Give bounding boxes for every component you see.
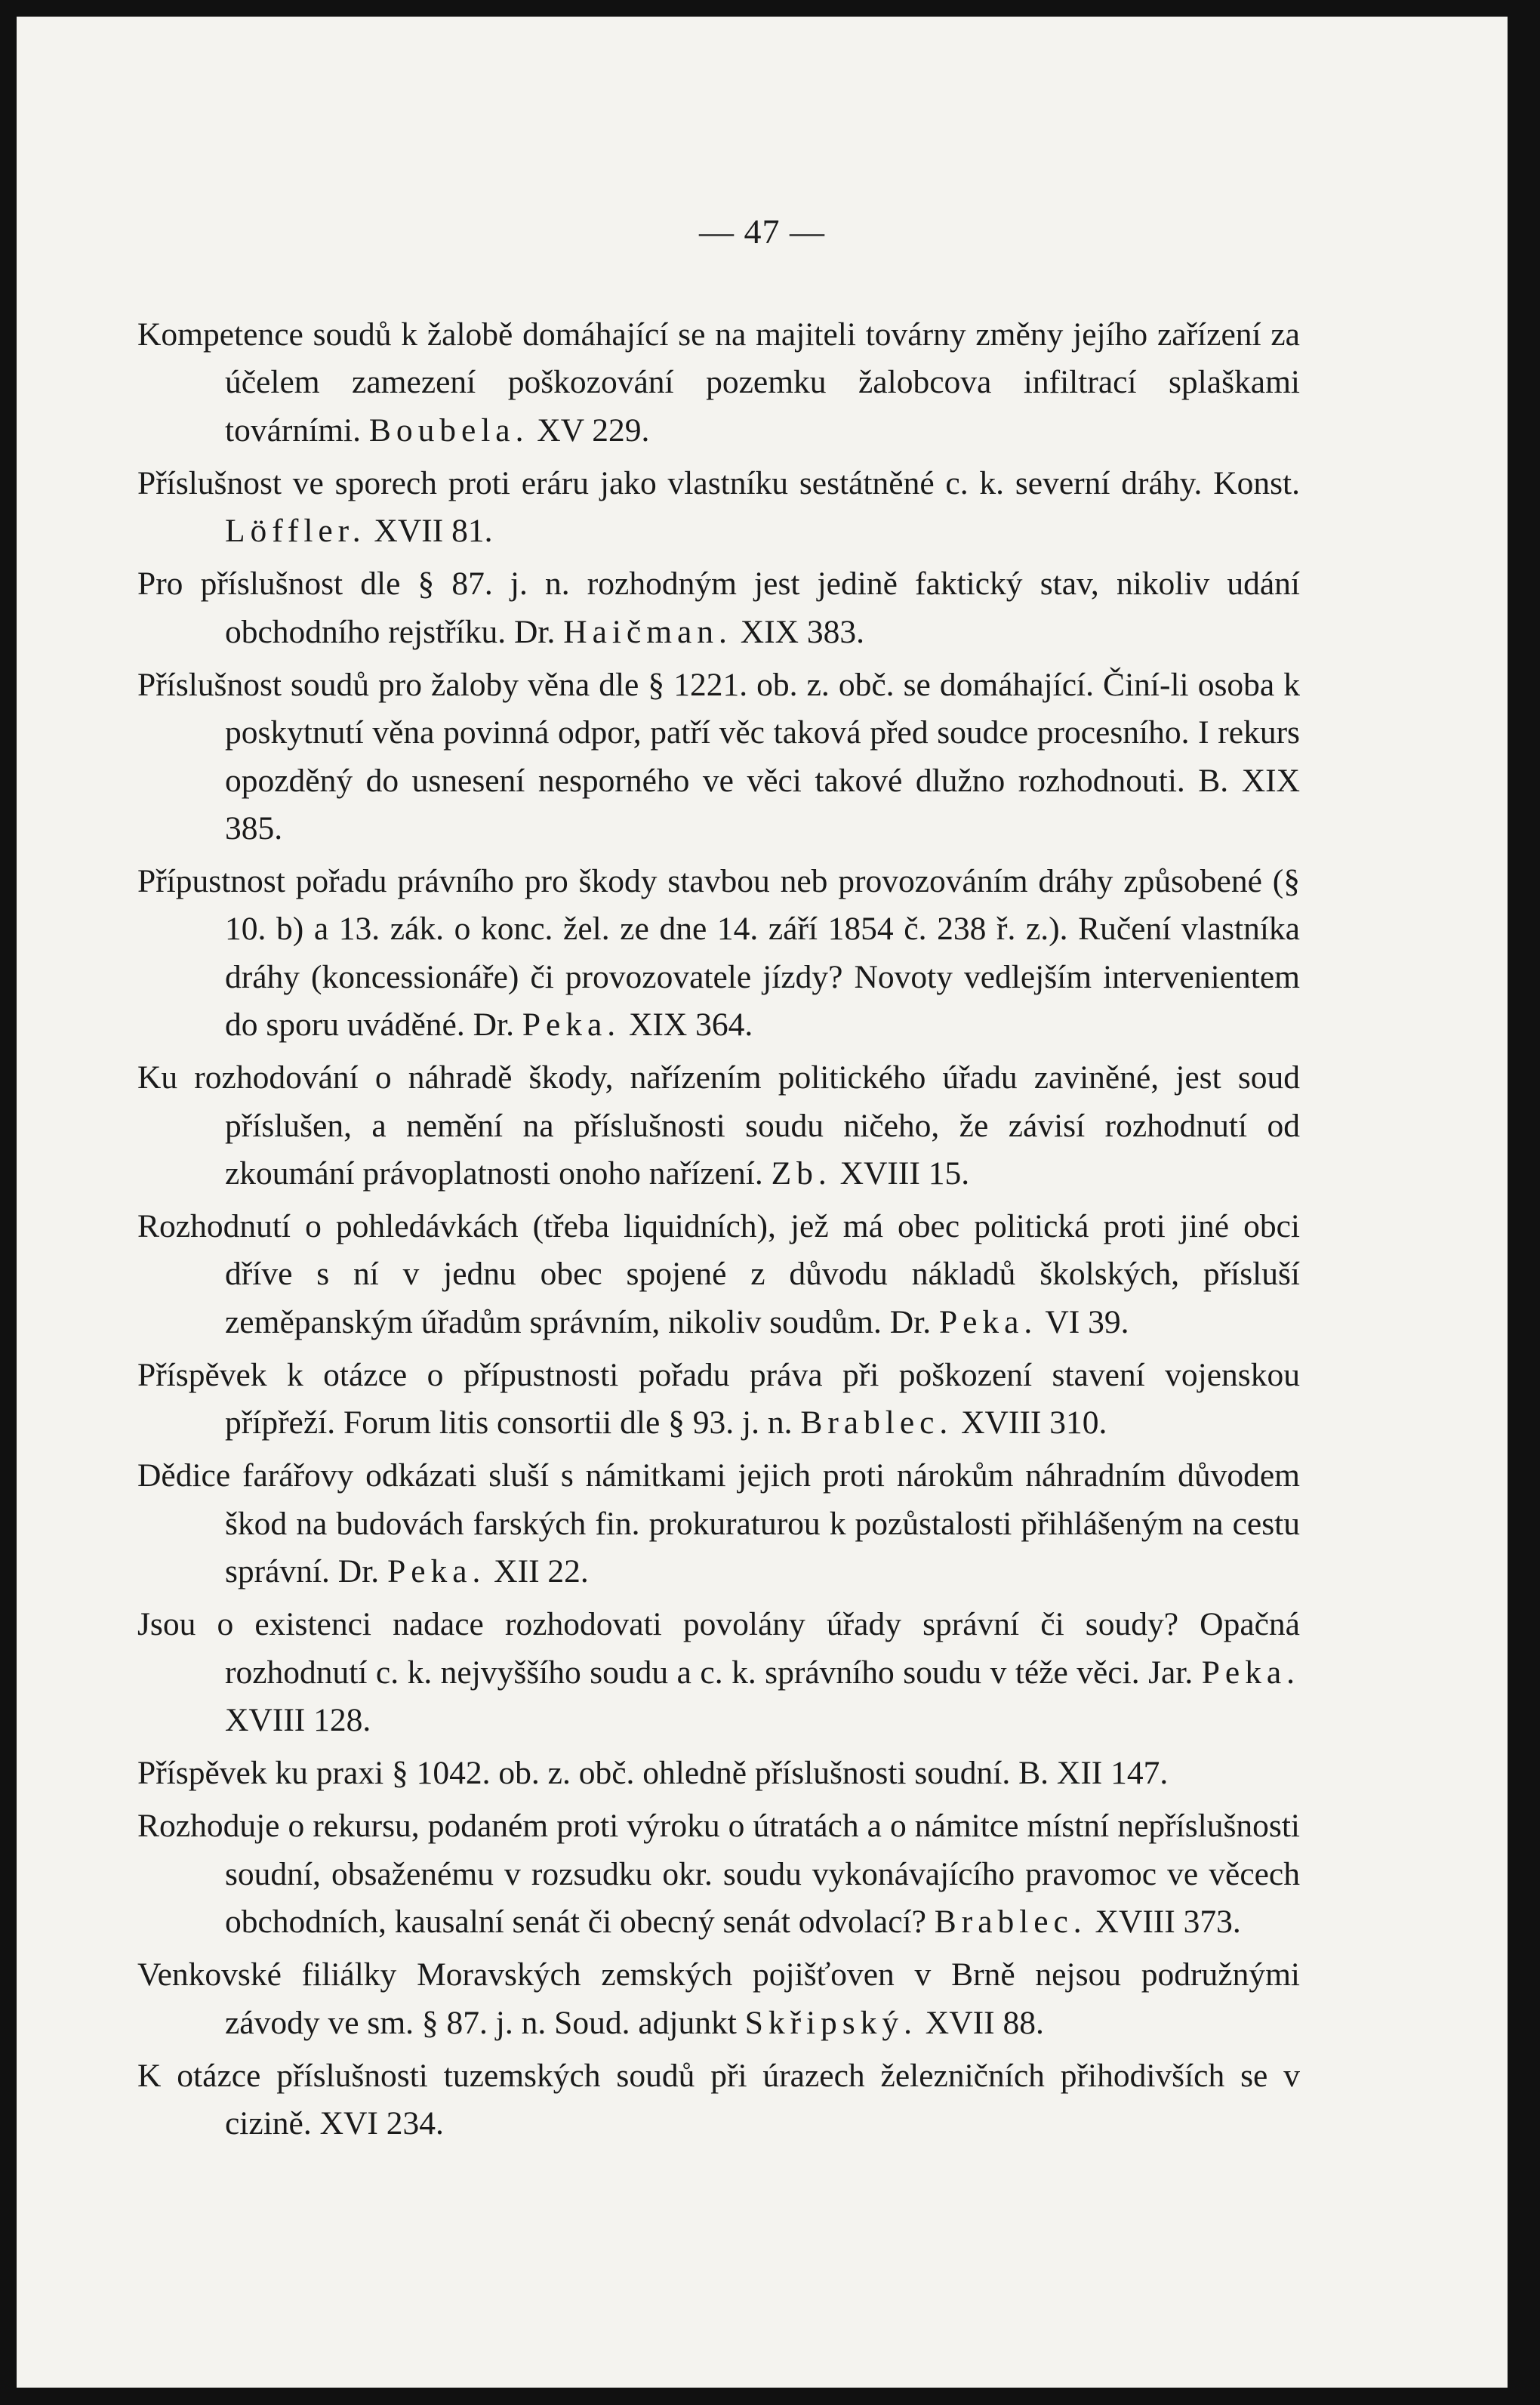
entry-text: Pro příslušnost dle § 87. j. n. rozhodným jest jedině faktický stav, nikoliv udání obchodního rejstříku. Dr.	[137, 566, 1300, 650]
entry-reference: XIX 364.	[628, 1006, 753, 1043]
entry-text: Příslušnost ve sporech proti eráru jako vlastníku sestátněné c. k. severní dráhy. Konst.	[137, 464, 1300, 501]
entry-reference: XII 22.	[494, 1553, 589, 1590]
entry-text: Dědice farářovy odkázati sluší s námitkami jejich proti nárokům náhradním důvodem škod na budovách farských fin. prokuraturou k pozůstalosti přihlášeným na cestu správní. Dr.	[137, 1457, 1300, 1590]
list-item	[137, 1750, 1300, 1797]
entry-author: B.	[1018, 1755, 1049, 1792]
entry-author: Löffler.	[225, 513, 366, 550]
list-item	[137, 1203, 1300, 1346]
list-item	[137, 1802, 1300, 1946]
entry-reference: XIX 385.	[225, 762, 1301, 846]
entry-reference: XVII 88.	[925, 2004, 1044, 2041]
entry-text: Příspěvek ku praxi § 1042. ob. z. obč. ohledně příslušnosti soudní.	[137, 1755, 1011, 1792]
list-item	[137, 1951, 1300, 2047]
list-item	[137, 1352, 1300, 1448]
entry-list	[137, 311, 1300, 2153]
entry-reference: XVIII 310.	[961, 1404, 1107, 1441]
entry-text: Rozhoduje o rekursu, podaném proti výroku o útratách a o námitce místní nepříslušnosti soudní, obsaženému v rozsudku okr. soudu vykonávajícího pravomoc ve věcech obchodních, kausalní senát či obecný senát odvolací?	[137, 1808, 1300, 1940]
entry-author: Peka.	[387, 1553, 486, 1590]
entry-text: Příslušnost soudů pro žaloby věna dle § 1221. ob. z. obč. se domáhající. Činí-li osoba k poskytnutí věna povinná odpor, patří věc taková před soudce procesního. I rekurs opozděný do usnesení nesporného ve věci takové dlužno rozhodnouti.	[137, 666, 1300, 799]
entry-reference: XVIII 373.	[1095, 1904, 1241, 1940]
list-item	[137, 661, 1300, 853]
list-item	[137, 858, 1300, 1049]
list-item	[137, 560, 1300, 656]
page-number: — 47 —	[699, 212, 825, 251]
entry-author: Brablec.	[800, 1404, 953, 1441]
entry-text: Kompetence soudů k žalobě domáhající se na majiteli továrny změny jejího zařízení za účelem zamezení poškozování pozemku žalobcova infiltrací splaškami továrními.	[137, 316, 1300, 449]
entry-reference: XII 147.	[1056, 1755, 1169, 1792]
list-item	[137, 1452, 1300, 1596]
entry-reference: XIX 383.	[740, 613, 865, 650]
entry-reference: XV 229.	[537, 412, 650, 449]
list-item	[137, 2052, 1300, 2148]
entry-author: Peka.	[939, 1303, 1038, 1340]
entry-text: Příspěvek k otázce o přípustnosti pořadu práva při poškození stavení vojenskou přípřeží. Forum litis consortii dle § 93. j. n.	[137, 1356, 1300, 1441]
list-item	[137, 1054, 1300, 1198]
entry-reference: XVI 234.	[319, 2105, 444, 2142]
entry-author: Haičman.	[563, 613, 732, 650]
list-item	[137, 311, 1300, 455]
entry-author: Peka.	[522, 1006, 621, 1043]
entry-reference: XVIII 128.	[225, 1701, 371, 1738]
entry-author: Zb.	[771, 1155, 832, 1192]
entry-text: Přípustnost pořadu právního pro škody stavbou neb provozováním dráhy způsobené (§ 10. b) a 13. zák. o konc. žel. ze dne 14. září 1854 č. 238 ř. z.). Ručení vlastníka dráhy (koncessionáře) či provozovatele jízdy? Novoty vedlejším intervenientem do sporu uváděné. Dr.	[137, 863, 1300, 1043]
entry-reference: VI 39.	[1045, 1303, 1129, 1340]
list-item	[137, 460, 1300, 556]
list-item	[137, 1601, 1300, 1744]
entry-text: Venkovské filiálky Moravských zemských pojišťoven v Brně nejsou podružnými závody ve sm. § 87. j. n. Soud. adjunkt	[137, 1956, 1300, 2041]
entry-reference: XVII 81.	[374, 513, 493, 550]
scanned-page	[17, 17, 1508, 2388]
entry-author: Skřipský.	[744, 2004, 917, 2041]
entry-author: Boubela.	[368, 412, 529, 449]
entry-text: Rozhodnutí o pohledávkách (třeba liquidních), jež má obec politická proti jiné obci dříve s ní v jednu obec spojené z důvodu nákladů školských, přísluší zeměpanským úřadům správním, nikoliv soudům. Dr.	[137, 1208, 1300, 1340]
entry-text: K otázce příslušnosti tuzemských soudů při úrazech železničních přihodivších se v cizině.	[137, 2057, 1300, 2142]
entry-text: Jsou o existenci nadace rozhodovati povolány úřady správní či soudy? Opačná rozhodnutí c. k. nejvyššího soudu a c. k. správního soudu v téže věci. Jar.	[137, 1606, 1300, 1691]
entry-author: Brablec.	[934, 1904, 1087, 1940]
entry-author: Peka.	[1201, 1654, 1301, 1691]
entry-reference: XVIII 15.	[839, 1155, 970, 1192]
entry-author: B.	[1198, 762, 1229, 799]
entry-text: Ku rozhodování o náhradě škody, nařízením politického úřadu zaviněné, jest soud příslušen, a nemění na příslušnosti soudu ničeho, že závisí rozhodnutí od zkoumání právoplatnosti onoho nařízení.	[137, 1059, 1300, 1192]
